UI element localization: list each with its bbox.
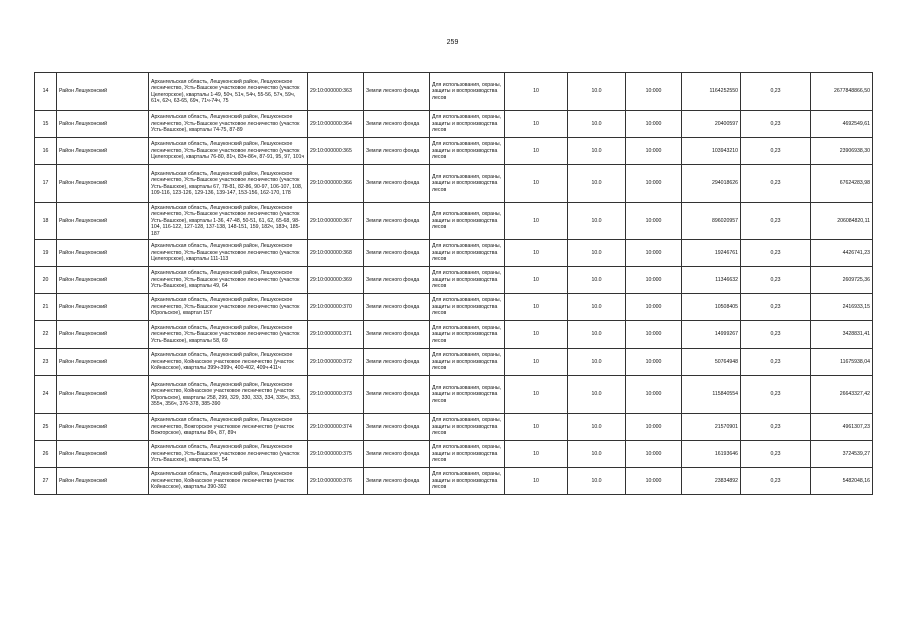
cadastral-number-cell: 29:10:000000:372 bbox=[308, 349, 364, 376]
group-cell: 10.0 bbox=[568, 376, 626, 414]
code-cell: 10 bbox=[505, 468, 568, 495]
area-cell: 19246761 bbox=[682, 240, 741, 267]
district-cell: Район Лешуконский bbox=[57, 165, 149, 203]
land-category-cell: Земли лесного фонда bbox=[364, 165, 430, 203]
location-cell: Архангельская область, Лешуконский район, Лешуконское лесничество, Усть-Вашское участковое лесничество (участок Усть-Вашское), кварталы 67, 78-81, 82-86, 90-97, 106-107, 108, 109-116, 123-126, 129-136, 139-147, 153-156, 162-170, 178 bbox=[149, 165, 308, 203]
permitted-use-cell: Для использования, охраны, защиты и воспроизводства лесов bbox=[430, 203, 505, 240]
table-row bbox=[35, 73, 873, 111]
cadastral-number-cell: 29:10:000000:366 bbox=[308, 165, 364, 203]
cadastral-number-cell: 29:10:000000:376 bbox=[308, 468, 364, 495]
code-cell: 10 bbox=[505, 349, 568, 376]
district-cell: Район Лешуконский bbox=[57, 414, 149, 441]
district-cell: Район Лешуконский bbox=[57, 111, 149, 138]
rate-cell: 0,23 bbox=[741, 203, 811, 240]
rate-cell: 0,23 bbox=[741, 349, 811, 376]
group-cell: 10.0 bbox=[568, 138, 626, 165]
row-number: 27 bbox=[35, 468, 57, 495]
cadastral-value-cell: 4692549,61 bbox=[811, 111, 873, 138]
row-number: 26 bbox=[35, 441, 57, 468]
land-category-cell: Земли лесного фонда bbox=[364, 321, 430, 349]
area-cell: 1164252550 bbox=[682, 73, 741, 111]
subgroup-cell: 10:000 bbox=[626, 165, 682, 203]
row-number: 21 bbox=[35, 294, 57, 321]
location-cell: Архангельская область, Лешуконский район, Лешуконское лесничество, Усть-Вашское участковое лесничество (участок Усть-Вашское), кварталы 74-75, 87-89 bbox=[149, 111, 308, 138]
permitted-use-cell: Для использования, охраны, защиты и воспроизводства лесов bbox=[430, 321, 505, 349]
district-cell: Район Лешуконский bbox=[57, 203, 149, 240]
cadastral-value-cell: 2677848866,50 bbox=[811, 73, 873, 111]
group-cell: 10.0 bbox=[568, 468, 626, 495]
cadastral-value-cell: 5482048,16 bbox=[811, 468, 873, 495]
group-cell: 10.0 bbox=[568, 294, 626, 321]
subgroup-cell: 10:000 bbox=[626, 349, 682, 376]
land-category-cell: Земли лесного фонда bbox=[364, 203, 430, 240]
code-cell: 10 bbox=[505, 294, 568, 321]
permitted-use-cell: Для использования, охраны, защиты и воспроизводства лесов bbox=[430, 165, 505, 203]
location-cell: Архангельская область, Лешуконский район, Лешуконское лесничество, Усть-Вашское участковое лесничество (участок Усть-Вашское), кварталы 58, 69 bbox=[149, 321, 308, 349]
location-cell: Архангельская область, Лешуконский район, Лешуконское лесничество, Койнасское участковое лесничество (участок Койнасское), кварталы 390-392 bbox=[149, 468, 308, 495]
subgroup-cell: 10:000 bbox=[626, 240, 682, 267]
permitted-use-cell: Для использования, охраны, защиты и воспроизводства лесов bbox=[430, 414, 505, 441]
district-cell: Район Лешуконский bbox=[57, 73, 149, 111]
cadastral-value-cell: 23906938,30 bbox=[811, 138, 873, 165]
rate-cell: 0,23 bbox=[741, 267, 811, 294]
subgroup-cell: 10:000 bbox=[626, 321, 682, 349]
land-category-cell: Земли лесного фонда bbox=[364, 349, 430, 376]
table-row bbox=[35, 376, 873, 414]
area-cell: 11346632 bbox=[682, 267, 741, 294]
subgroup-cell: 10:000 bbox=[626, 267, 682, 294]
permitted-use-cell: Для использования, охраны, защиты и воспроизводства лесов bbox=[430, 240, 505, 267]
district-cell: Район Лешуконский bbox=[57, 240, 149, 267]
table-row bbox=[35, 240, 873, 267]
district-cell: Район Лешуконский bbox=[57, 376, 149, 414]
table-row bbox=[35, 294, 873, 321]
rate-cell: 0,23 bbox=[741, 294, 811, 321]
location-cell: Архангельская область, Лешуконский район, Лешуконское лесничество, Усть-Вашское участковое лесничество (участок Целегорское), кварталы 76-80, 81ч, 83ч-86ч, 87-91, 95, 97, 101ч bbox=[149, 138, 308, 165]
code-cell: 10 bbox=[505, 73, 568, 111]
code-cell: 10 bbox=[505, 165, 568, 203]
cadastral-number-cell: 29:10:000000:369 bbox=[308, 267, 364, 294]
cadastral-value-cell: 67624283,98 bbox=[811, 165, 873, 203]
area-cell: 20400597 bbox=[682, 111, 741, 138]
rate-cell: 0,23 bbox=[741, 165, 811, 203]
row-number: 22 bbox=[35, 321, 57, 349]
subgroup-cell: 10:000 bbox=[626, 294, 682, 321]
group-cell: 10.0 bbox=[568, 267, 626, 294]
cadastral-value-cell: 206084820,11 bbox=[811, 203, 873, 240]
permitted-use-cell: Для использования, охраны, защиты и воспроизводства лесов bbox=[430, 376, 505, 414]
district-cell: Район Лешуконский bbox=[57, 267, 149, 294]
area-cell: 10508405 bbox=[682, 294, 741, 321]
location-cell: Архангельская область, Лешуконский район, Лешуконское лесничество, Усть-Вашское участковое лесничество (участок Юрольское), квартал 157 bbox=[149, 294, 308, 321]
group-cell: 10.0 bbox=[568, 165, 626, 203]
cadastral-number-cell: 29:10:000000:368 bbox=[308, 240, 364, 267]
row-number: 16 bbox=[35, 138, 57, 165]
cadastral-number-cell: 29:10:000000:371 bbox=[308, 321, 364, 349]
area-cell: 23834892 bbox=[682, 468, 741, 495]
cadastral-value-cell: 4426741,23 bbox=[811, 240, 873, 267]
group-cell: 10.0 bbox=[568, 111, 626, 138]
row-number: 19 bbox=[35, 240, 57, 267]
group-cell: 10.0 bbox=[568, 321, 626, 349]
cadastral-value-cell: 2416933,15 bbox=[811, 294, 873, 321]
table-row bbox=[35, 321, 873, 349]
cadastral-value-cell: 2609725,36 bbox=[811, 267, 873, 294]
row-number: 15 bbox=[35, 111, 57, 138]
cadastral-value-cell: 3724539,27 bbox=[811, 441, 873, 468]
rate-cell: 0,23 bbox=[741, 414, 811, 441]
table-row bbox=[35, 138, 873, 165]
code-cell: 10 bbox=[505, 441, 568, 468]
table-row bbox=[35, 165, 873, 203]
location-cell: Архангельская область, Лешуконский район, Лешуконское лесничество, Вожгорское участковое лесничество (участок Вожгорское), кварталы 86ч, 87, 89ч bbox=[149, 414, 308, 441]
location-cell: Архангельская область, Лешуконский район, Лешуконское лесничество, Усть-Вашское участковое лесничество (участок Усть-Вашское), кварталы 53, 54 bbox=[149, 441, 308, 468]
cadastral-value-cell: 26643327,42 bbox=[811, 376, 873, 414]
cadastral-number-cell: 29:10:000000:370 bbox=[308, 294, 364, 321]
subgroup-cell: 10:000 bbox=[626, 376, 682, 414]
area-cell: 50764948 bbox=[682, 349, 741, 376]
table-row bbox=[35, 414, 873, 441]
row-number: 23 bbox=[35, 349, 57, 376]
group-cell: 10.0 bbox=[568, 73, 626, 111]
permitted-use-cell: Для использования, охраны, защиты и воспроизводства лесов bbox=[430, 468, 505, 495]
subgroup-cell: 10:000 bbox=[626, 138, 682, 165]
permitted-use-cell: Для использования, охраны, защиты и воспроизводства лесов bbox=[430, 441, 505, 468]
location-cell: Архангельская область, Лешуконский район, Лешуконское лесничество, Койнасское участковое лесничество (участок Юрольское), кварталы 258, 299, 329, 330, 333, 334, 335ч, 353, 355ч, 356ч, 376-378, 385-390 bbox=[149, 376, 308, 414]
group-cell: 10.0 bbox=[568, 240, 626, 267]
land-category-cell: Земли лесного фонда bbox=[364, 376, 430, 414]
code-cell: 10 bbox=[505, 414, 568, 441]
code-cell: 10 bbox=[505, 203, 568, 240]
code-cell: 10 bbox=[505, 111, 568, 138]
subgroup-cell: 10:000 bbox=[626, 73, 682, 111]
subgroup-cell: 10:000 bbox=[626, 414, 682, 441]
land-category-cell: Земли лесного фонда bbox=[364, 294, 430, 321]
cadastral-number-cell: 29:10:000000:374 bbox=[308, 414, 364, 441]
district-cell: Район Лешуконский bbox=[57, 441, 149, 468]
rate-cell: 0,23 bbox=[741, 240, 811, 267]
area-cell: 103943210 bbox=[682, 138, 741, 165]
table-row bbox=[35, 111, 873, 138]
district-cell: Район Лешуконский bbox=[57, 468, 149, 495]
area-cell: 115840554 bbox=[682, 376, 741, 414]
cadastral-value-cell: 4961307,23 bbox=[811, 414, 873, 441]
table-row bbox=[35, 468, 873, 495]
page-number: 259 bbox=[446, 39, 459, 46]
land-category-cell: Земли лесного фонда bbox=[364, 468, 430, 495]
code-cell: 10 bbox=[505, 267, 568, 294]
group-cell: 10.0 bbox=[568, 203, 626, 240]
permitted-use-cell: Для использования, охраны, защиты и воспроизводства лесов bbox=[430, 73, 505, 111]
area-cell: 16193646 bbox=[682, 441, 741, 468]
land-category-cell: Земли лесного фонда bbox=[364, 138, 430, 165]
land-category-cell: Земли лесного фонда bbox=[364, 267, 430, 294]
location-cell: Архангельская область, Лешуконский район, Лешуконское лесничество, Усть-Вашское участковое лесничество (участок Усть-Вашское), кварталы 1-36, 47-48, 50-51, 61, 62, 65-68, 98-104, 116-122, 127-128, 137-138, 148-151, 159, 182ч, 183ч, 185-187 bbox=[149, 203, 308, 240]
land-category-cell: Земли лесного фонда bbox=[364, 73, 430, 111]
land-category-cell: Земли лесного фонда bbox=[364, 414, 430, 441]
cadastral-number-cell: 29:10:000000:364 bbox=[308, 111, 364, 138]
cadastral-number-cell: 29:10:000000:375 bbox=[308, 441, 364, 468]
table-row bbox=[35, 203, 873, 240]
code-cell: 10 bbox=[505, 321, 568, 349]
cadastral-number-cell: 29:10:000000:363 bbox=[308, 73, 364, 111]
table-body bbox=[35, 73, 873, 495]
group-cell: 10.0 bbox=[568, 349, 626, 376]
land-category-cell: Земли лесного фонда bbox=[364, 441, 430, 468]
row-number: 20 bbox=[35, 267, 57, 294]
rate-cell: 0,23 bbox=[741, 441, 811, 468]
rate-cell: 0,23 bbox=[741, 73, 811, 111]
location-cell: Архангельская область, Лешуконский район, Лешуконское лесничество, Усть-Вашское участковое лесничество (участок Усть-Вашское), кварталы 49, 64 bbox=[149, 267, 308, 294]
area-cell: 14999267 bbox=[682, 321, 741, 349]
area-cell: 21570901 bbox=[682, 414, 741, 441]
group-cell: 10.0 bbox=[568, 441, 626, 468]
subgroup-cell: 10:000 bbox=[626, 468, 682, 495]
table-row bbox=[35, 267, 873, 294]
land-plots-table bbox=[34, 72, 873, 495]
subgroup-cell: 10:000 bbox=[626, 111, 682, 138]
land-category-cell: Земли лесного фонда bbox=[364, 240, 430, 267]
district-cell: Район Лешуконский bbox=[57, 349, 149, 376]
row-number: 24 bbox=[35, 376, 57, 414]
permitted-use-cell: Для использования, охраны, защиты и воспроизводства лесов bbox=[430, 349, 505, 376]
district-cell: Район Лешуконский bbox=[57, 138, 149, 165]
location-cell: Архангельская область, Лешуконский район, Лешуконское лесничество, Усть-Вашское участковое лесничество (участок Целегорское), кварталы 1-49, 50ч, 51ч, 54ч, 55-56, 57ч, 59ч, 61ч, 62ч, 63-65, 69ч, 71ч-74ч, 75 bbox=[149, 73, 308, 111]
cadastral-value-cell: 11675938,04 bbox=[811, 349, 873, 376]
cadastral-number-cell: 29:10:000000:367 bbox=[308, 203, 364, 240]
rate-cell: 0,23 bbox=[741, 321, 811, 349]
group-cell: 10.0 bbox=[568, 414, 626, 441]
code-cell: 10 bbox=[505, 138, 568, 165]
row-number: 25 bbox=[35, 414, 57, 441]
rate-cell: 0,23 bbox=[741, 376, 811, 414]
land-category-cell: Земли лесного фонда bbox=[364, 111, 430, 138]
subgroup-cell: 10:000 bbox=[626, 203, 682, 240]
cadastral-number-cell: 29:10:000000:373 bbox=[308, 376, 364, 414]
area-cell: 896020957 bbox=[682, 203, 741, 240]
permitted-use-cell: Для использования, охраны, защиты и воспроизводства лесов bbox=[430, 294, 505, 321]
rate-cell: 0,23 bbox=[741, 111, 811, 138]
row-number: 14 bbox=[35, 73, 57, 111]
row-number: 18 bbox=[35, 203, 57, 240]
location-cell: Архангельская область, Лешуконский район, Лешуконское лесничество, Усть-Вашское участковое лесничество (участок Целегорское), кварталы 111-113 bbox=[149, 240, 308, 267]
district-cell: Район Лешуконский bbox=[57, 294, 149, 321]
cadastral-number-cell: 29:10:000000:365 bbox=[308, 138, 364, 165]
location-cell: Архангельская область, Лешуконский район, Лешуконское лесничество, Койнасское участковое лесничество (участок Койнасское), кварталы 399ч-399ч, 400-402, 409ч-411ч bbox=[149, 349, 308, 376]
row-number: 17 bbox=[35, 165, 57, 203]
permitted-use-cell: Для использования, охраны, защиты и воспроизводства лесов bbox=[430, 138, 505, 165]
cadastral-value-cell: 3428831,41 bbox=[811, 321, 873, 349]
permitted-use-cell: Для использования, охраны, защиты и воспроизводства лесов bbox=[430, 267, 505, 294]
table-row bbox=[35, 349, 873, 376]
code-cell: 10 bbox=[505, 376, 568, 414]
permitted-use-cell: Для использования, охраны, защиты и воспроизводства лесов bbox=[430, 111, 505, 138]
rate-cell: 0,23 bbox=[741, 468, 811, 495]
district-cell: Район Лешуконский bbox=[57, 321, 149, 349]
area-cell: 294018626 bbox=[682, 165, 741, 203]
rate-cell: 0,23 bbox=[741, 138, 811, 165]
subgroup-cell: 10:000 bbox=[626, 441, 682, 468]
table-row bbox=[35, 441, 873, 468]
code-cell: 10 bbox=[505, 240, 568, 267]
